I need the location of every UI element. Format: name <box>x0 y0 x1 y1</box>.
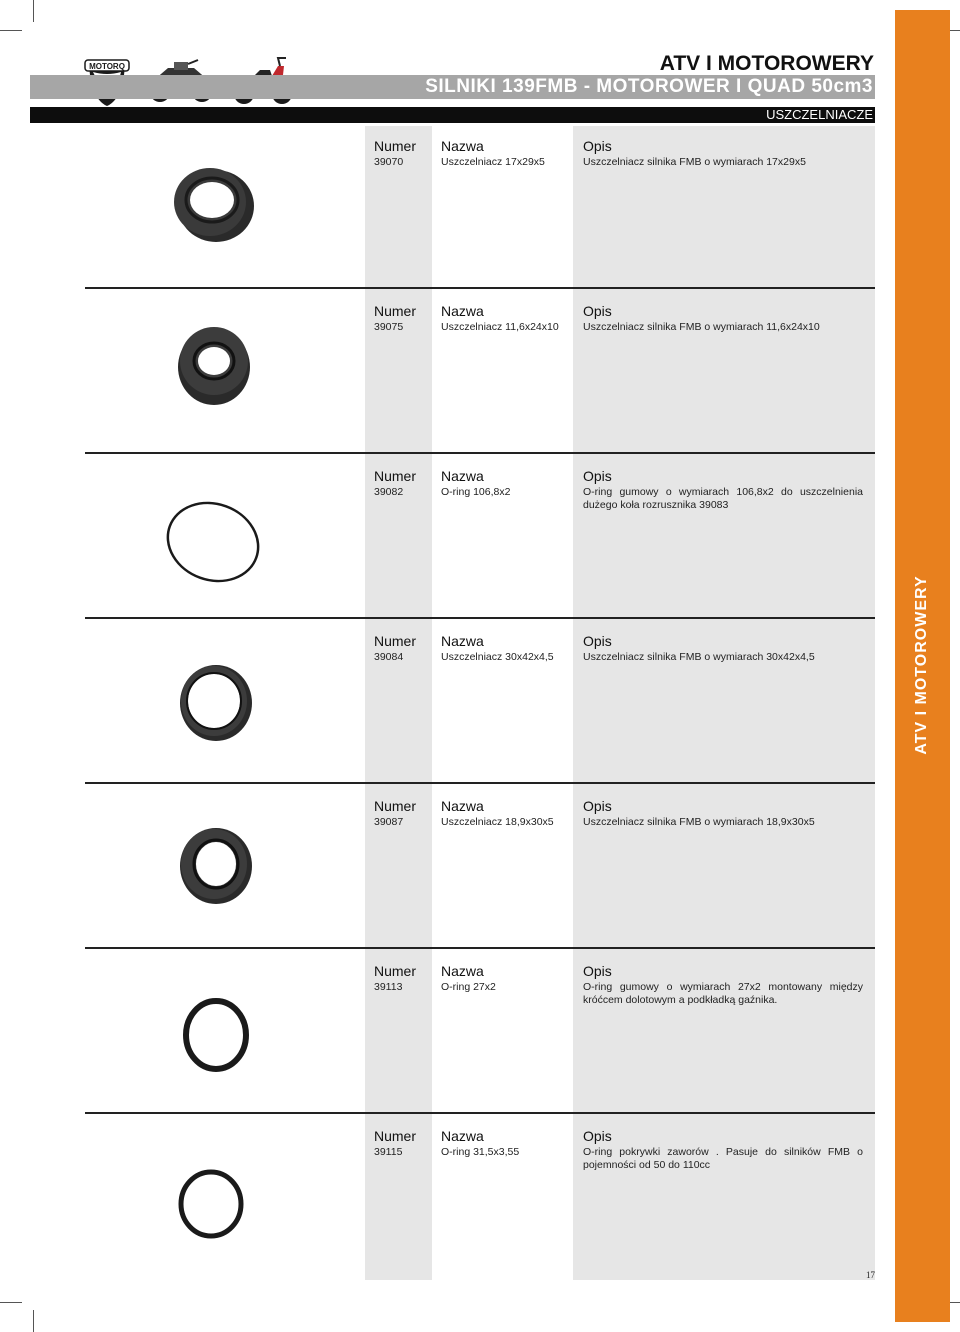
oil-seal-icon <box>162 812 272 922</box>
product-number: 39082 <box>374 486 404 498</box>
title-bar <box>30 75 875 99</box>
product-number: 39084 <box>374 651 404 663</box>
crop-mark <box>0 30 22 31</box>
category-title: ATV I MOTOROWERY <box>659 52 874 75</box>
product-number: 39087 <box>374 816 404 828</box>
product-description: Uszczelniacz silnika FMB o wymiarach 11,6x24x10 <box>583 321 820 333</box>
o-ring-icon <box>162 1148 272 1258</box>
product-description: Uszczelniacz silnika FMB o wymiarach 30x42x4,5 <box>583 651 815 663</box>
description-header: Opis <box>583 798 612 814</box>
product-name: Uszczelniacz 11,6x24x10 <box>441 321 559 333</box>
product-number: 39075 <box>374 321 404 333</box>
oil-seal-icon <box>158 154 268 264</box>
description-header: Opis <box>583 633 612 649</box>
number-header: Numer <box>374 303 417 319</box>
product-description: Uszczelniacz silnika FMB o wymiarach 18,9x30x5 <box>583 816 815 828</box>
number-header: Numer <box>374 963 417 979</box>
crop-mark <box>33 1310 34 1332</box>
product-name: Uszczelniacz 30x42x4,5 <box>441 651 554 663</box>
product-description: Uszczelniacz silnika FMB o wymiarach 17x29x5 <box>583 156 806 168</box>
number-header: Numer <box>374 798 417 814</box>
product-name: O-ring 31,5x3,55 <box>441 1146 520 1158</box>
name-header: Nazwa <box>441 468 484 484</box>
name-header: Nazwa <box>441 633 484 649</box>
product-row <box>0 1118 960 1283</box>
description-header: Opis <box>583 138 612 154</box>
section-bar <box>30 107 875 123</box>
product-row <box>0 953 960 1118</box>
product-name: Uszczelniacz 17x29x5 <box>441 156 545 168</box>
o-ring-icon <box>160 492 270 602</box>
description-header: Opis <box>583 1128 612 1144</box>
product-name: O-ring 27x2 <box>441 981 496 993</box>
product-description: O-ring gumowy o wymiarach 106,8x2 do uszczelnienia dużego koła rozrusznika 39083 <box>583 486 863 511</box>
product-number: 39070 <box>374 156 404 168</box>
product-number: 39113 <box>374 981 403 993</box>
product-name: O-ring 106,8x2 <box>441 486 511 498</box>
product-row <box>0 458 960 623</box>
description-header: Opis <box>583 963 612 979</box>
product-row <box>0 128 960 293</box>
name-header: Nazwa <box>441 138 484 154</box>
o-ring-icon <box>166 981 276 1091</box>
page-number: 17 <box>866 1270 875 1280</box>
product-description: O-ring pokrywki zaworów . Pasuje do silników FMB o pojemności od 50 do 110cc <box>583 1146 863 1171</box>
product-row <box>0 788 960 953</box>
name-header: Nazwa <box>441 798 484 814</box>
description-header: Opis <box>583 468 612 484</box>
number-header: Numer <box>374 138 417 154</box>
side-category-label: ATV I MOTOROWERY <box>913 575 930 755</box>
page-title: SILNIKI 139FMB - MOTOROWER I QUAD 50cm3 <box>425 76 873 97</box>
product-description: O-ring gumowy o wymiarach 27x2 montowany między króćcem dolotowym a podkładką gaźnika. <box>583 981 863 1006</box>
name-header: Nazwa <box>441 963 484 979</box>
number-header: Numer <box>374 468 417 484</box>
product-row <box>0 293 960 458</box>
product-name: Uszczelniacz 18,9x30x5 <box>441 816 554 828</box>
name-header: Nazwa <box>441 1128 484 1144</box>
product-number: 39115 <box>374 1146 403 1158</box>
number-header: Numer <box>374 633 417 649</box>
oil-seal-icon <box>162 647 272 757</box>
section-title: USZCZELNIACZE <box>766 107 873 122</box>
description-header: Opis <box>583 303 612 319</box>
crop-mark <box>0 1302 22 1303</box>
brand-logo-text: MOTORQ <box>89 62 125 71</box>
number-header: Numer <box>374 1128 417 1144</box>
product-row <box>0 623 960 788</box>
oil-seal-icon <box>162 309 272 419</box>
crop-mark <box>33 0 34 22</box>
name-header: Nazwa <box>441 303 484 319</box>
